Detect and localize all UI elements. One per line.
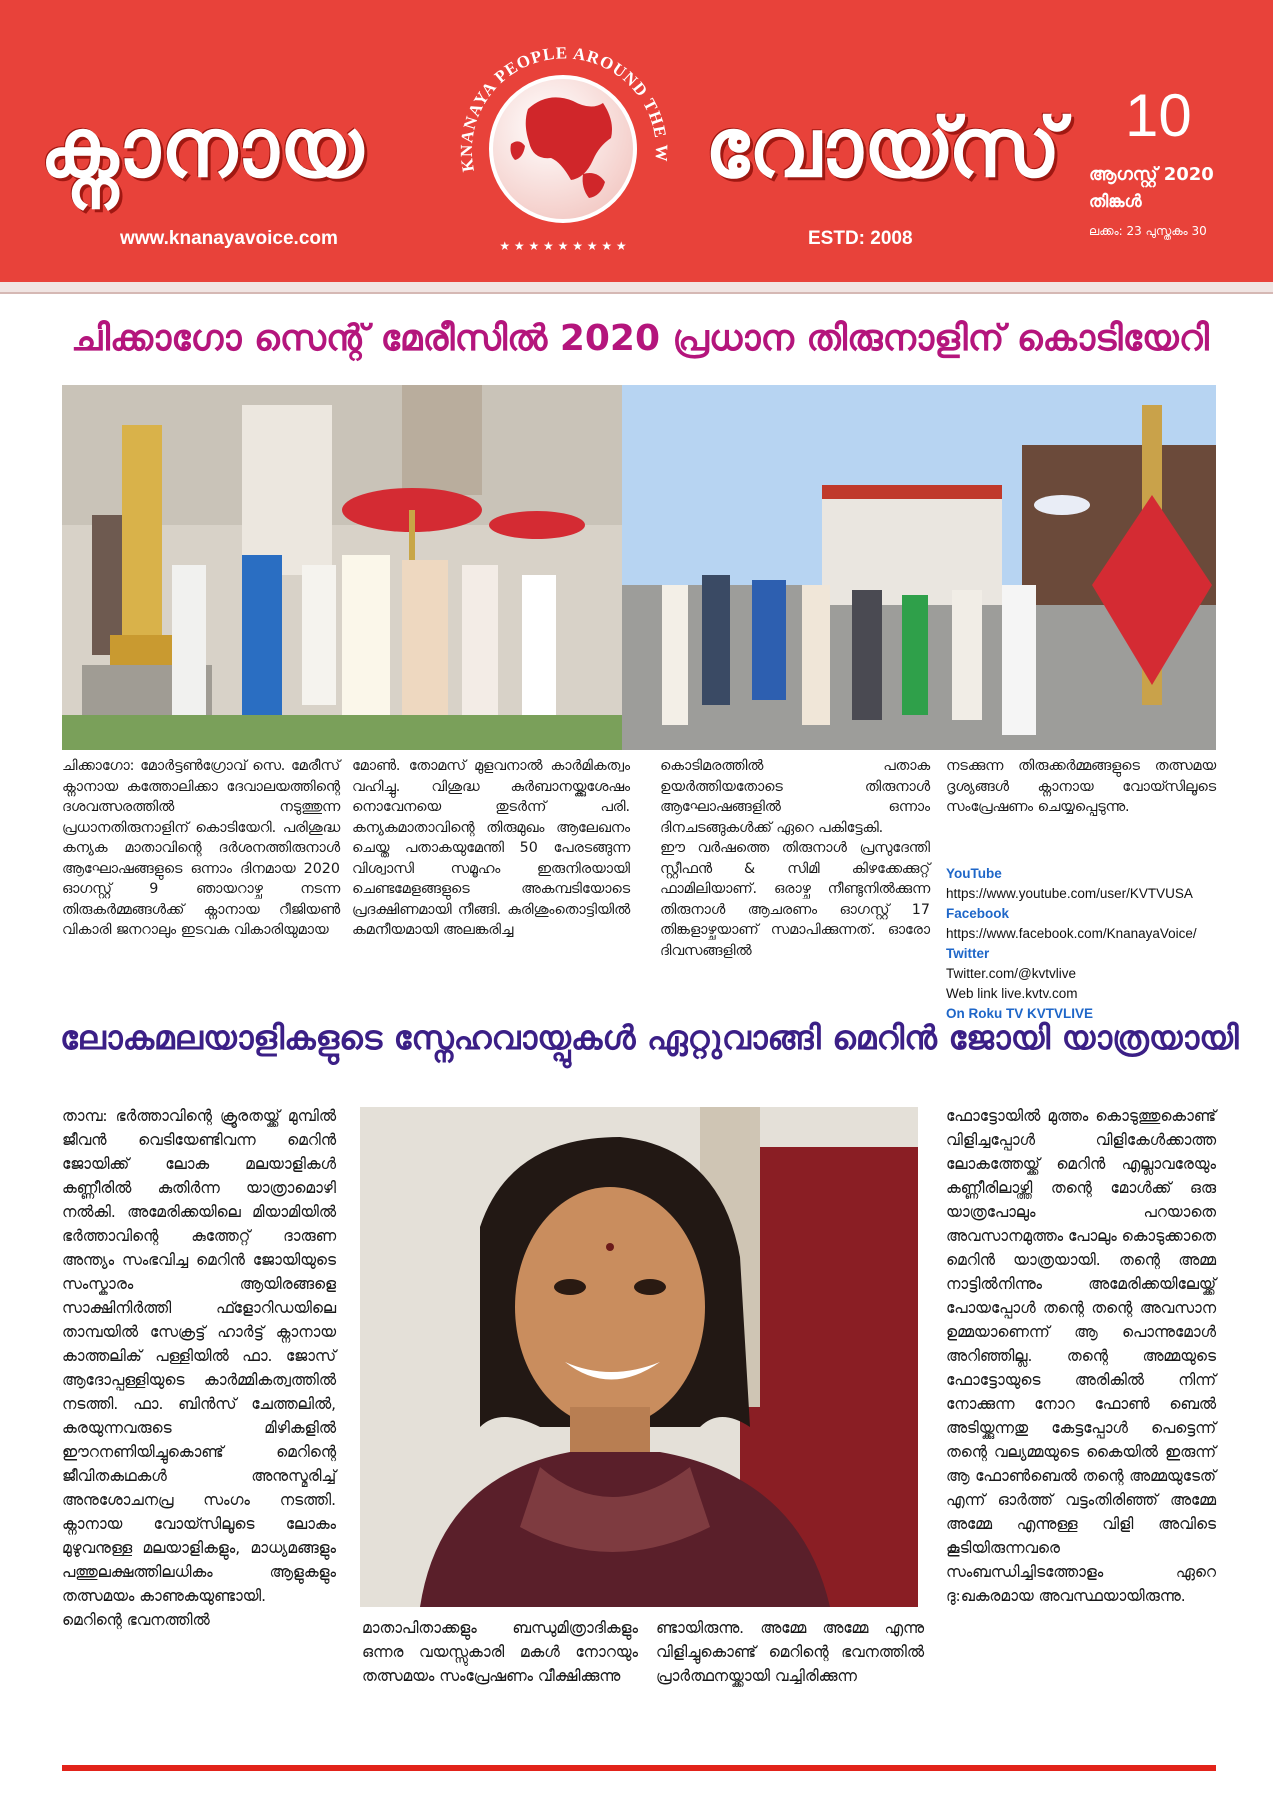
youtube-label: YouTube (946, 866, 1002, 881)
globe-stars: ★ ★ ★ ★ ★ ★ ★ ★ ★ (499, 239, 627, 253)
festival-procession-photo (62, 385, 1216, 750)
globe-icon (433, 14, 693, 274)
roku-link: On Roku TV KVTVLIVE (946, 1006, 1094, 1021)
date-weekday: തിങ്കൾ (1089, 192, 1142, 212)
globe-logo (433, 14, 693, 274)
date-month: ആഗസ്റ്റ് 2020 (1089, 164, 1214, 185)
facebook-link[interactable]: https://www.facebook.com/KnanayaVoice/ (946, 926, 1197, 941)
twitter-label: Twitter (946, 946, 990, 961)
masthead-rule (0, 282, 1273, 294)
twitter-link[interactable]: Twitter.com/@kvtvlive (946, 966, 1076, 981)
facebook-label: Facebook (946, 906, 1010, 921)
story1-column-1: ചിക്കാഗോ: മോർട്ടൺഗ്രോവ് സെ. മേരീസ് ക്നാനായ കത്തോലിക്കാ ദേവാലയത്തിന്റെ ദശവത്സരത്തിൽ നടുത്തുന്ന പ്രധാനതിരുനാളിന് കൊടിയേറി. പരിശുദ്ധ കന്യക മാതാവിന്റെ ദർശനത്തിരുനാൾ ആഘോഷങ്ങളുടെ ഒന്നാം ദിനമായ 2020 ഓഗസ്റ്റ് 9 ഞായറാഴ്ച നടന്ന തിരുകർമ്മങ്ങൾക്ക് ക്നാനായ റീജിയൺ വികാരി ജനറാലും ഇടവക വികാരിയുമായ (62, 758, 340, 938)
bottom-rule (62, 1765, 1216, 1771)
story2-column-3: ണ്ടായിരുന്നു. അമ്മേ അമ്മേ എന്നു വിളിച്ചുകൊണ്ട് മെറിന്റെ ഭവനത്തിൽ പ്രാർത്ഥനയ്ക്കായി വച്ചിരിക്കുന്ന (656, 1619, 924, 1685)
story1-column-4: നടക്കുന്ന തിരുക്കർമ്മങ്ങളുടെ തത്സമയ ദൃശ്യങ്ങൾ ക്നാനായ വോയ്സിലൂടെ സംപ്രേഷണം ചെയ്യപ്പെടുന്നു. (946, 758, 1216, 815)
masthead-website[interactable]: www.knanayavoice.com (120, 228, 338, 249)
story2-column-4: ഫോട്ടോയിൽ മുത്തം കൊടുത്തുകൊണ്ട് വിളിച്ചപ്പോൾ വിളികേൾക്കാത്ത ലോകത്തേയ്ക്ക് മെറിൻ എല്ലാവരേയും കണ്ണീരിലാഴ്ത്തി തന്റെ മോൾക്ക് ഒരു യാത്രപോലും പറയാതെ അവസാനമുത്തം പോലും കൊടുക്കാതെ മെറിൻ യാത്രയായി. തന്റെ അമ്മ നാട്ടിൽനിന്നും അമേരിക്കയിലേയ്ക്ക് പോയപ്പോൾ തന്റെ തന്റെ അവസാന ഉമ്മയാണെന്ന് ആ പൊന്നുമോൾ അറിഞ്ഞില്ല. തന്റെ അമ്മയുടെ ഫോട്ടോയുടെ അരികിൽ നിന്ന് നോക്കുന്ന നോറ ഫോൺ ബെൽ അടിയ്ക്കുന്നതു കേട്ടപ്പോൾ പെട്ടെന്ന് തന്റെ വല്യമ്മയുടെ കൈയിൽ ഇരുന്ന് ആ ഫോൺബെൽ തന്റെ അമ്മയുടേത് എന്ന് ഓർത്ത് വട്ടംതിരിഞ്ഞ് അമ്മേ അമ്മേ എന്നുള്ള വിളി അവിടെ കൂടിയിരുന്നവരെ സംബന്ധിച്ചിടത്തോളം ഏറെ ദു:ഖകരമായ അവസ്ഥയായിരുന്നു. (946, 1107, 1216, 1605)
story1-column-3: കൊടിമരത്തിൽ പതാക ഉയർത്തിയതോടെ തിരുനാൾ ആഘോഷങ്ങളിൽ ഒന്നാം ദിനചടങ്ങുകൾക്ക് ഏറെ പകിട്ടേകി. ഈ വർഷത്തെ തിരുനാൾ പ്രസുദേന്തി സ്റ്റീഫൻ & സിമി കിഴക്കേക്കുറ്റ് ഫാമിലിയാണ്. ഒരാഴ്ച നീണ്ടുനിൽക്കുന്ന തിരുനാൾ ആചരണം ഓഗസ്റ്റ് 17 തിങ്കളാഴ്ചയാണ് സമാപിക്കുന്നത്. ഓരോ ദിവസങ്ങളിൽ (660, 758, 930, 959)
story1-column-2: മോൺ. തോമസ് മുളവനാൽ കാർമികത്വം വഹിച്ചു. വിശുദ്ധ കുർബാനയ്ക്കുശേഷം നൊവേനയെ തുടർന്ന് പരി. കന്യകമാതാവിന്റെ തിരുമുഖം ആലേഖനം ചെയ്ത പതാകയുമേന്തി 50 പേരടങ്ങുന്ന വിശ്വാസി സമൂഹം ഇരുനിരയായി ചെണ്ടമേളങ്ങളുടെ അകമ്പടിയോടെ പ്രദക്ഷിണമായി നീങ്ങി. കുരിശുംതൊട്ടിയിൽ കമനീയമായി അലങ്കരിച്ച (352, 758, 630, 938)
weblink[interactable]: Web link live.kvtv.com (946, 986, 1078, 1001)
story1-photo (62, 385, 1216, 750)
story2-column-2: മാതാപിതാക്കളും ബന്ധുമിത്രാദികളും ഒന്നര വയസ്സുകാരി മകൾ നോറയും തത്സമയം സംപ്രേഷണം വീക്ഷിക്കുന്നു (362, 1619, 638, 1685)
globe-arc-text: KNANAYA PEOPLE AROUND THE W (456, 43, 672, 174)
youtube-link[interactable]: https://www.youtube.com/user/KVTVUSA (946, 886, 1193, 901)
issue-info: ലക്കം: 23 പുസ്തകം 30 (1089, 224, 1207, 238)
masthead-established: ESTD: 2008 (808, 228, 913, 249)
masthead (0, 0, 1273, 282)
story2-portrait (360, 1107, 918, 1607)
story1-headline: ചിക്കാഗോ സെന്റ് മേരീസിൽ 2020 പ്രധാന തിരുനാളിന് കൊടിയേറി (71, 318, 1209, 359)
story2-headline: ലോകമലയാളികളുടെ സ്നേഹവായ്പുകൾ ഏറ്റുവാങ്ങി മെറിൻ ജോയി യാത്രയായി (60, 1018, 1239, 1057)
masthead-title-right: വോയ്സ് (705, 101, 1062, 196)
story2-column-1: താമ്പ: ഭർത്താവിന്റെ ക്രൂരതയ്ക്ക് മുമ്പിൽ ജീവൻ വെടിയേണ്ടിവന്ന മെറിൻ ജോയിക്ക് ലോക മലയാളികൾ കണ്ണീരിൽ കുതിർന്ന യാത്രാമൊഴി നൽകി. അമേരിക്കയിലെ മിയാമിയിൽ ഭർത്താവിന്റെ കുത്തേറ്റ് ദാരുണ അന്ത്യം സംഭവിച്ച മെറിൻ ജോയിയുടെ സംസ്കാരം ആയിരങ്ങളെ സാക്ഷിനിർത്തി ഫ്ളോറിഡയിലെ താമ്പയിൽ സേക്രട്ട് ഹാർട്ട് ക്നാനായ കാത്തലിക് പള്ളിയിൽ ഫാ. ജോസ് ആദോപ്പള്ളിയുടെ കാർമ്മികത്വത്തിൽ നടത്തി. ഫാ. ബിൻസ് ചേത്തലിൽ, കരയുന്നവരുടെ മിഴികളിൽ ഈറനണിയിച്ചുകൊണ്ട് മെറിന്റെ ജീവിതകഥകൾ അനുസ്മരിച്ച് അനുശോചനപ്ര സംഗം നടത്തി. ക്നാനായ വോയ്സിലൂടെ ലോകം മുഴുവനുള്ള മലയാളികളും, മാധ്യമങ്ങളും പത്തുലക്ഷത്തിലധികം ആളുകളും തത്സമയം കാണുകയുണ്ടായി. മെറിന്റെ ഭവനത്തിൽ (62, 1107, 336, 1629)
portrait-photo (360, 1107, 918, 1607)
date-number: 10 (1125, 82, 1192, 149)
masthead-title-left: ക്നാനായ (40, 101, 365, 196)
